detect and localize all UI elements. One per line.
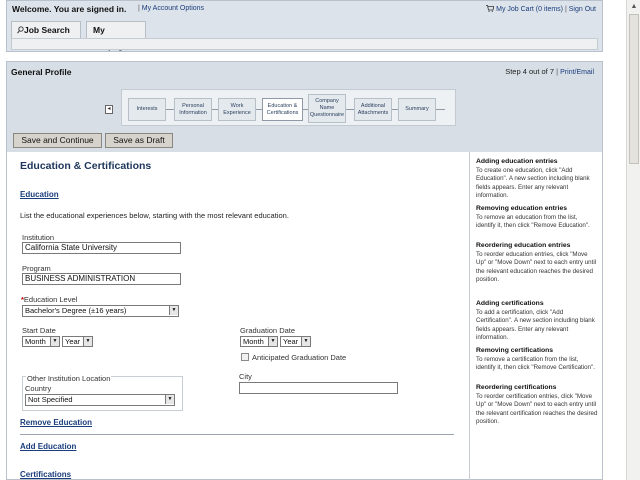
top-links xyxy=(486,5,596,13)
wizard-step-work-experience[interactable]: Work Experience xyxy=(218,98,256,121)
start-year-value: Year xyxy=(65,337,81,346)
save-continue-button[interactable]: Save and Continue xyxy=(13,133,102,148)
other-location-label: Other Institution Location xyxy=(27,374,111,383)
education-heading-link[interactable]: Education xyxy=(20,190,59,199)
search-icon xyxy=(17,26,24,34)
tab-my-jobpage[interactable] xyxy=(86,21,146,38)
tab-label: Job Search xyxy=(24,25,70,35)
help-title: Removing education entries xyxy=(476,205,568,212)
city-label: City xyxy=(239,372,252,381)
required-marker: * xyxy=(21,295,24,304)
help-text: To reorder education entries, click "Move Up" or "Move Down" next to each entry until the relevant education reaches the desired position. xyxy=(476,251,597,284)
help-title: Removing certifications xyxy=(476,347,554,354)
scrollbar-thumb[interactable] xyxy=(629,14,639,164)
profile-header xyxy=(7,62,602,152)
wizard-step-questionnaire[interactable]: Company Name Questionnaire xyxy=(308,94,346,123)
help-text: To create one education, click "Add Education". A new section including blank fields appears. Enter any relevant information. xyxy=(476,167,590,200)
help-title: Reordering education entries xyxy=(476,242,571,249)
help-title: Adding certifications xyxy=(476,300,544,307)
country-select[interactable] xyxy=(25,394,175,406)
general-profile-panel xyxy=(6,61,603,480)
help-title: Reordering certifications xyxy=(476,384,557,391)
program-label: Program xyxy=(22,264,51,273)
grad-month-select[interactable] xyxy=(240,336,278,347)
chevron-down-icon: ▼ xyxy=(165,395,174,404)
remove-education-link[interactable]: Remove Education xyxy=(20,418,93,427)
grad-month-value: Month xyxy=(243,337,264,346)
header-separator: | xyxy=(138,5,140,12)
cart-icon[interactable] xyxy=(486,5,494,12)
wizard-step-personal-info[interactable]: Personal Information xyxy=(174,98,212,121)
tab-label: My xyxy=(93,25,105,35)
wizard-step-summary[interactable]: Summary xyxy=(398,98,436,121)
start-month-value: Month xyxy=(25,337,46,346)
graduation-date-label: Graduation Date xyxy=(240,326,296,335)
tab-content-strip xyxy=(11,38,598,50)
education-level-label xyxy=(21,295,77,304)
welcome-text: Welcome. You are signed in. xyxy=(12,4,127,14)
sign-out-link[interactable]: Sign Out xyxy=(568,6,596,13)
city-input[interactable] xyxy=(239,382,398,394)
print-email-link[interactable]: Print/Email xyxy=(560,69,594,76)
wizard-steps xyxy=(121,89,456,126)
education-level-text: Education Level xyxy=(23,295,78,304)
education-form xyxy=(7,152,602,480)
help-panel xyxy=(469,152,602,480)
start-month-select[interactable] xyxy=(22,336,60,347)
certifications-heading-link[interactable]: Certifications xyxy=(20,470,72,479)
wizard-step-education[interactable]: Education & Certifications xyxy=(262,98,303,121)
chevron-down-icon: ▼ xyxy=(268,337,277,346)
chevron-down-icon: ▼ xyxy=(301,337,310,346)
wizard-step-attachments[interactable]: Additional Attachments xyxy=(354,98,392,121)
grad-year-select[interactable] xyxy=(280,336,311,347)
institution-input[interactable]: California State University xyxy=(22,242,181,254)
start-year-select[interactable] xyxy=(62,336,93,347)
tab-job-search[interactable] xyxy=(11,21,81,38)
wizard-step-interests[interactable]: Interests xyxy=(128,98,166,121)
save-draft-button[interactable]: Save as Draft xyxy=(105,133,173,148)
section-title: Education & Certifications xyxy=(20,160,152,172)
help-text: To reorder certification entries, click "Move Up" or "Move Down" next to each entry until the relevant certification reaches the desired position. xyxy=(476,393,598,426)
education-intro: List the educational experiences below, starting with the most relevant education. xyxy=(20,211,289,220)
anticipated-graduation-checkbox[interactable] xyxy=(241,353,249,361)
institution-label: Institution xyxy=(22,233,55,242)
education-level-select[interactable] xyxy=(22,305,179,317)
page-scrollbar[interactable] xyxy=(626,0,640,480)
country-label: Country xyxy=(25,384,52,393)
anticipated-graduation-label: Anticipated Graduation Date xyxy=(252,353,347,362)
start-date-label: Start Date xyxy=(22,326,56,335)
program-input[interactable]: BUSINESS ADMINISTRATION xyxy=(22,273,181,285)
job-cart-link[interactable]: My Job Cart (0 items) xyxy=(496,6,564,13)
header-separator: | xyxy=(556,67,559,76)
account-options-label[interactable]: My Account Options xyxy=(141,5,205,12)
help-text: To remove a certification from the list, identify it, then click "Remove Certification". xyxy=(476,356,595,372)
chevron-down-icon: ▼ xyxy=(169,306,178,315)
step-text: Step 4 out of 7 xyxy=(505,67,555,76)
section-divider xyxy=(20,434,454,435)
account-options-link[interactable] xyxy=(138,5,204,12)
education-level-value: Bachelor's Degree (±16 years) xyxy=(25,306,127,315)
scroll-up-arrow-icon[interactable]: ▲ xyxy=(630,3,638,10)
add-education-link[interactable]: Add Education xyxy=(20,442,77,451)
help-text: To remove an education from the list, identify it, then click "Remove Education". xyxy=(476,214,590,230)
top-header xyxy=(6,0,603,52)
help-title: Adding education entries xyxy=(476,158,558,165)
grad-year-value: Year xyxy=(283,337,299,346)
step-indicator xyxy=(505,67,594,76)
chevron-down-icon: ▼ xyxy=(50,337,59,346)
header-separator: | xyxy=(564,6,567,13)
country-value: Not Specified xyxy=(28,395,73,404)
chevron-down-icon: ▼ xyxy=(83,337,92,346)
help-text: To add a certification, click "Add Certification". A new section including blank fields appears. Enter any relevant information. xyxy=(476,309,595,342)
page-title: General Profile xyxy=(11,67,72,77)
wizard-prev-arrow[interactable]: ◂ xyxy=(105,105,113,114)
